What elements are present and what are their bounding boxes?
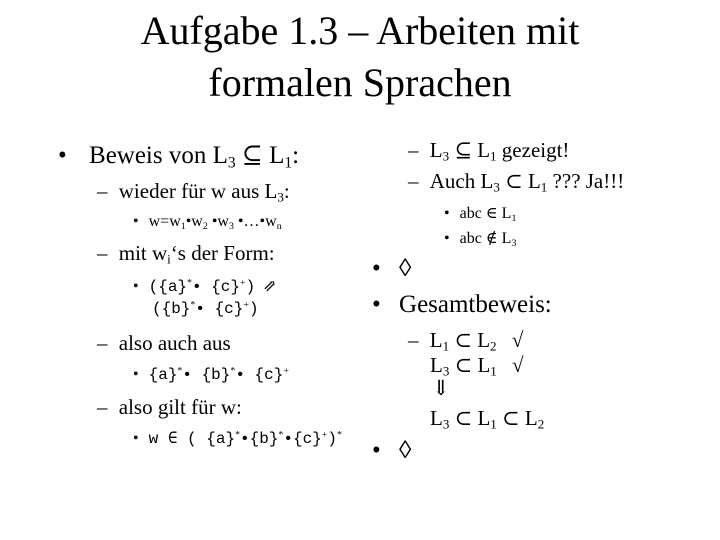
subscript: 2 <box>537 416 545 432</box>
bullet-mark: • <box>444 205 450 222</box>
subsub-w-def <box>133 213 282 231</box>
subscript: 1 <box>284 154 293 172</box>
right-gezeigt <box>408 138 569 163</box>
subscript: 3 <box>493 179 500 195</box>
also-auch-text: also auch aus <box>118 331 231 355</box>
dash-mark: – <box>408 169 419 193</box>
text: ??? Ja!!! <box>547 169 625 193</box>
colon: : <box>283 179 290 203</box>
subset-op: ⊆ L <box>449 138 491 162</box>
form-text: ) <box>245 278 256 296</box>
superscript: + <box>243 299 249 311</box>
text: L <box>430 353 443 377</box>
subscript: 1 <box>490 148 497 164</box>
bullet-mark: • <box>372 437 381 464</box>
subscript: n <box>276 220 282 232</box>
right-g4 <box>430 406 544 431</box>
subscript: 3 <box>442 363 450 379</box>
dash-mark: – <box>408 138 419 162</box>
subscript: 2 <box>202 220 208 232</box>
subscript: 3 <box>442 416 450 432</box>
superscript: + <box>283 365 289 377</box>
subscript: 1 <box>540 179 548 195</box>
text: •w <box>185 213 203 230</box>
text: Auch L <box>429 169 494 193</box>
subscript: 1 <box>490 416 497 432</box>
right-g2 <box>430 353 524 378</box>
form-text: • {c} <box>235 366 284 384</box>
right-diamond-1 <box>372 255 411 283</box>
sub-also-auch <box>97 331 231 356</box>
wieder-text: wieder für w aus L <box>118 179 278 203</box>
text: ‘s der Form: <box>170 241 275 265</box>
form-text: ({a} <box>148 278 188 296</box>
form-text: •{b} <box>240 430 279 448</box>
dash-mark: – <box>97 241 108 265</box>
right-abc-notin <box>444 228 516 248</box>
superscript: * <box>336 429 342 441</box>
superscript: * <box>190 299 196 311</box>
form-text: {a} <box>148 366 178 384</box>
subscript: i <box>167 251 171 267</box>
bullet-mark: • <box>372 255 381 282</box>
subscript: 3 <box>277 189 284 205</box>
diamond-icon: ◊ <box>399 255 412 282</box>
superscript: * <box>187 277 192 289</box>
right-auch <box>408 169 624 194</box>
dash-mark: – <box>408 328 419 352</box>
subscript: 2 <box>490 338 497 354</box>
text: •…•w <box>233 213 277 230</box>
bullet-mark: • <box>372 291 381 318</box>
bullet-beweis <box>58 140 299 170</box>
down-arrow-icon: ⇓ <box>432 376 450 400</box>
form-text: ) <box>327 430 337 448</box>
right-diamond-2 <box>372 437 411 465</box>
bullet-mark: • <box>133 213 139 230</box>
subscript: 3 <box>227 154 236 172</box>
bullet-mark: • <box>133 278 139 295</box>
mit-text: mit w <box>118 241 168 265</box>
subset-op: ⊂ L <box>496 406 538 430</box>
form-text: ) <box>248 300 259 318</box>
sub-wieder <box>97 179 290 204</box>
subset-op: ⊆ L <box>235 142 285 169</box>
form-text: • {c} <box>195 300 244 318</box>
northeast-arrow-icon: ⇗ <box>263 278 277 295</box>
superscript: + <box>239 277 246 289</box>
form-text: • {c} <box>191 278 240 296</box>
bullet-mark: • <box>58 142 67 169</box>
subsub-form-1 <box>133 276 277 296</box>
dash-mark: – <box>97 331 108 355</box>
subscript: 1 <box>511 212 517 224</box>
text: •w <box>207 213 229 230</box>
right-gesamtbeweis <box>372 291 552 319</box>
subset-op: ⊂ L <box>499 169 541 193</box>
subsub-abc-form <box>133 366 289 384</box>
slide-title-line-1: Aufgabe 1.3 – Arbeiten mit <box>140 8 580 53</box>
superscript: + <box>321 429 328 441</box>
subscript: 1 <box>490 363 497 379</box>
subscript: 1 <box>442 338 450 354</box>
text: abc ∈ L <box>459 205 512 222</box>
checkmark-icon: √ <box>511 328 524 352</box>
subset-op: ⊂ L <box>449 406 491 430</box>
superscript: * <box>177 365 183 377</box>
text: L <box>429 328 443 352</box>
subset-op: ⊂ L <box>449 328 491 352</box>
subscript: 1 <box>180 220 186 232</box>
bullet-mark: • <box>133 430 139 447</box>
text: abc ∉ L <box>459 230 512 247</box>
text: Gesamtbeweis: <box>399 291 552 318</box>
form-text: ({b} <box>152 300 191 318</box>
subset-op: ⊂ L <box>449 353 491 377</box>
sub-mit-wi <box>97 241 275 266</box>
form-text: •{c} <box>283 430 322 448</box>
checkmark-icon: √ <box>512 353 524 377</box>
subscript: 3 <box>228 220 234 232</box>
w-def-text: w=w <box>148 213 181 230</box>
subsub-w-in <box>133 428 342 448</box>
dash-mark: – <box>97 179 108 203</box>
right-g1 <box>408 328 523 353</box>
beweis-text: Beweis von L <box>89 142 228 169</box>
subsub-form-2 <box>152 300 259 318</box>
text: L <box>429 138 443 162</box>
superscript: * <box>278 429 284 441</box>
dash-mark: – <box>97 395 108 419</box>
slide-title-line-2: formalen Sprachen <box>208 60 512 105</box>
form-text: • {b} <box>182 366 231 384</box>
subscript: 3 <box>442 148 450 164</box>
form-text: w ∈ ( {a} <box>148 430 236 448</box>
text: gezeigt! <box>496 138 570 162</box>
superscript: * <box>230 365 236 377</box>
subscript: 3 <box>511 237 517 249</box>
diamond-icon: ◊ <box>399 437 412 464</box>
superscript: * <box>235 429 241 441</box>
text: L <box>430 406 443 430</box>
bullet-mark: • <box>444 230 450 247</box>
also-gilt-text: also gilt für w: <box>118 395 242 419</box>
colon: : <box>292 142 300 169</box>
right-abc-in <box>444 203 516 223</box>
bullet-mark: • <box>133 366 139 383</box>
sub-also-gilt <box>97 395 242 420</box>
